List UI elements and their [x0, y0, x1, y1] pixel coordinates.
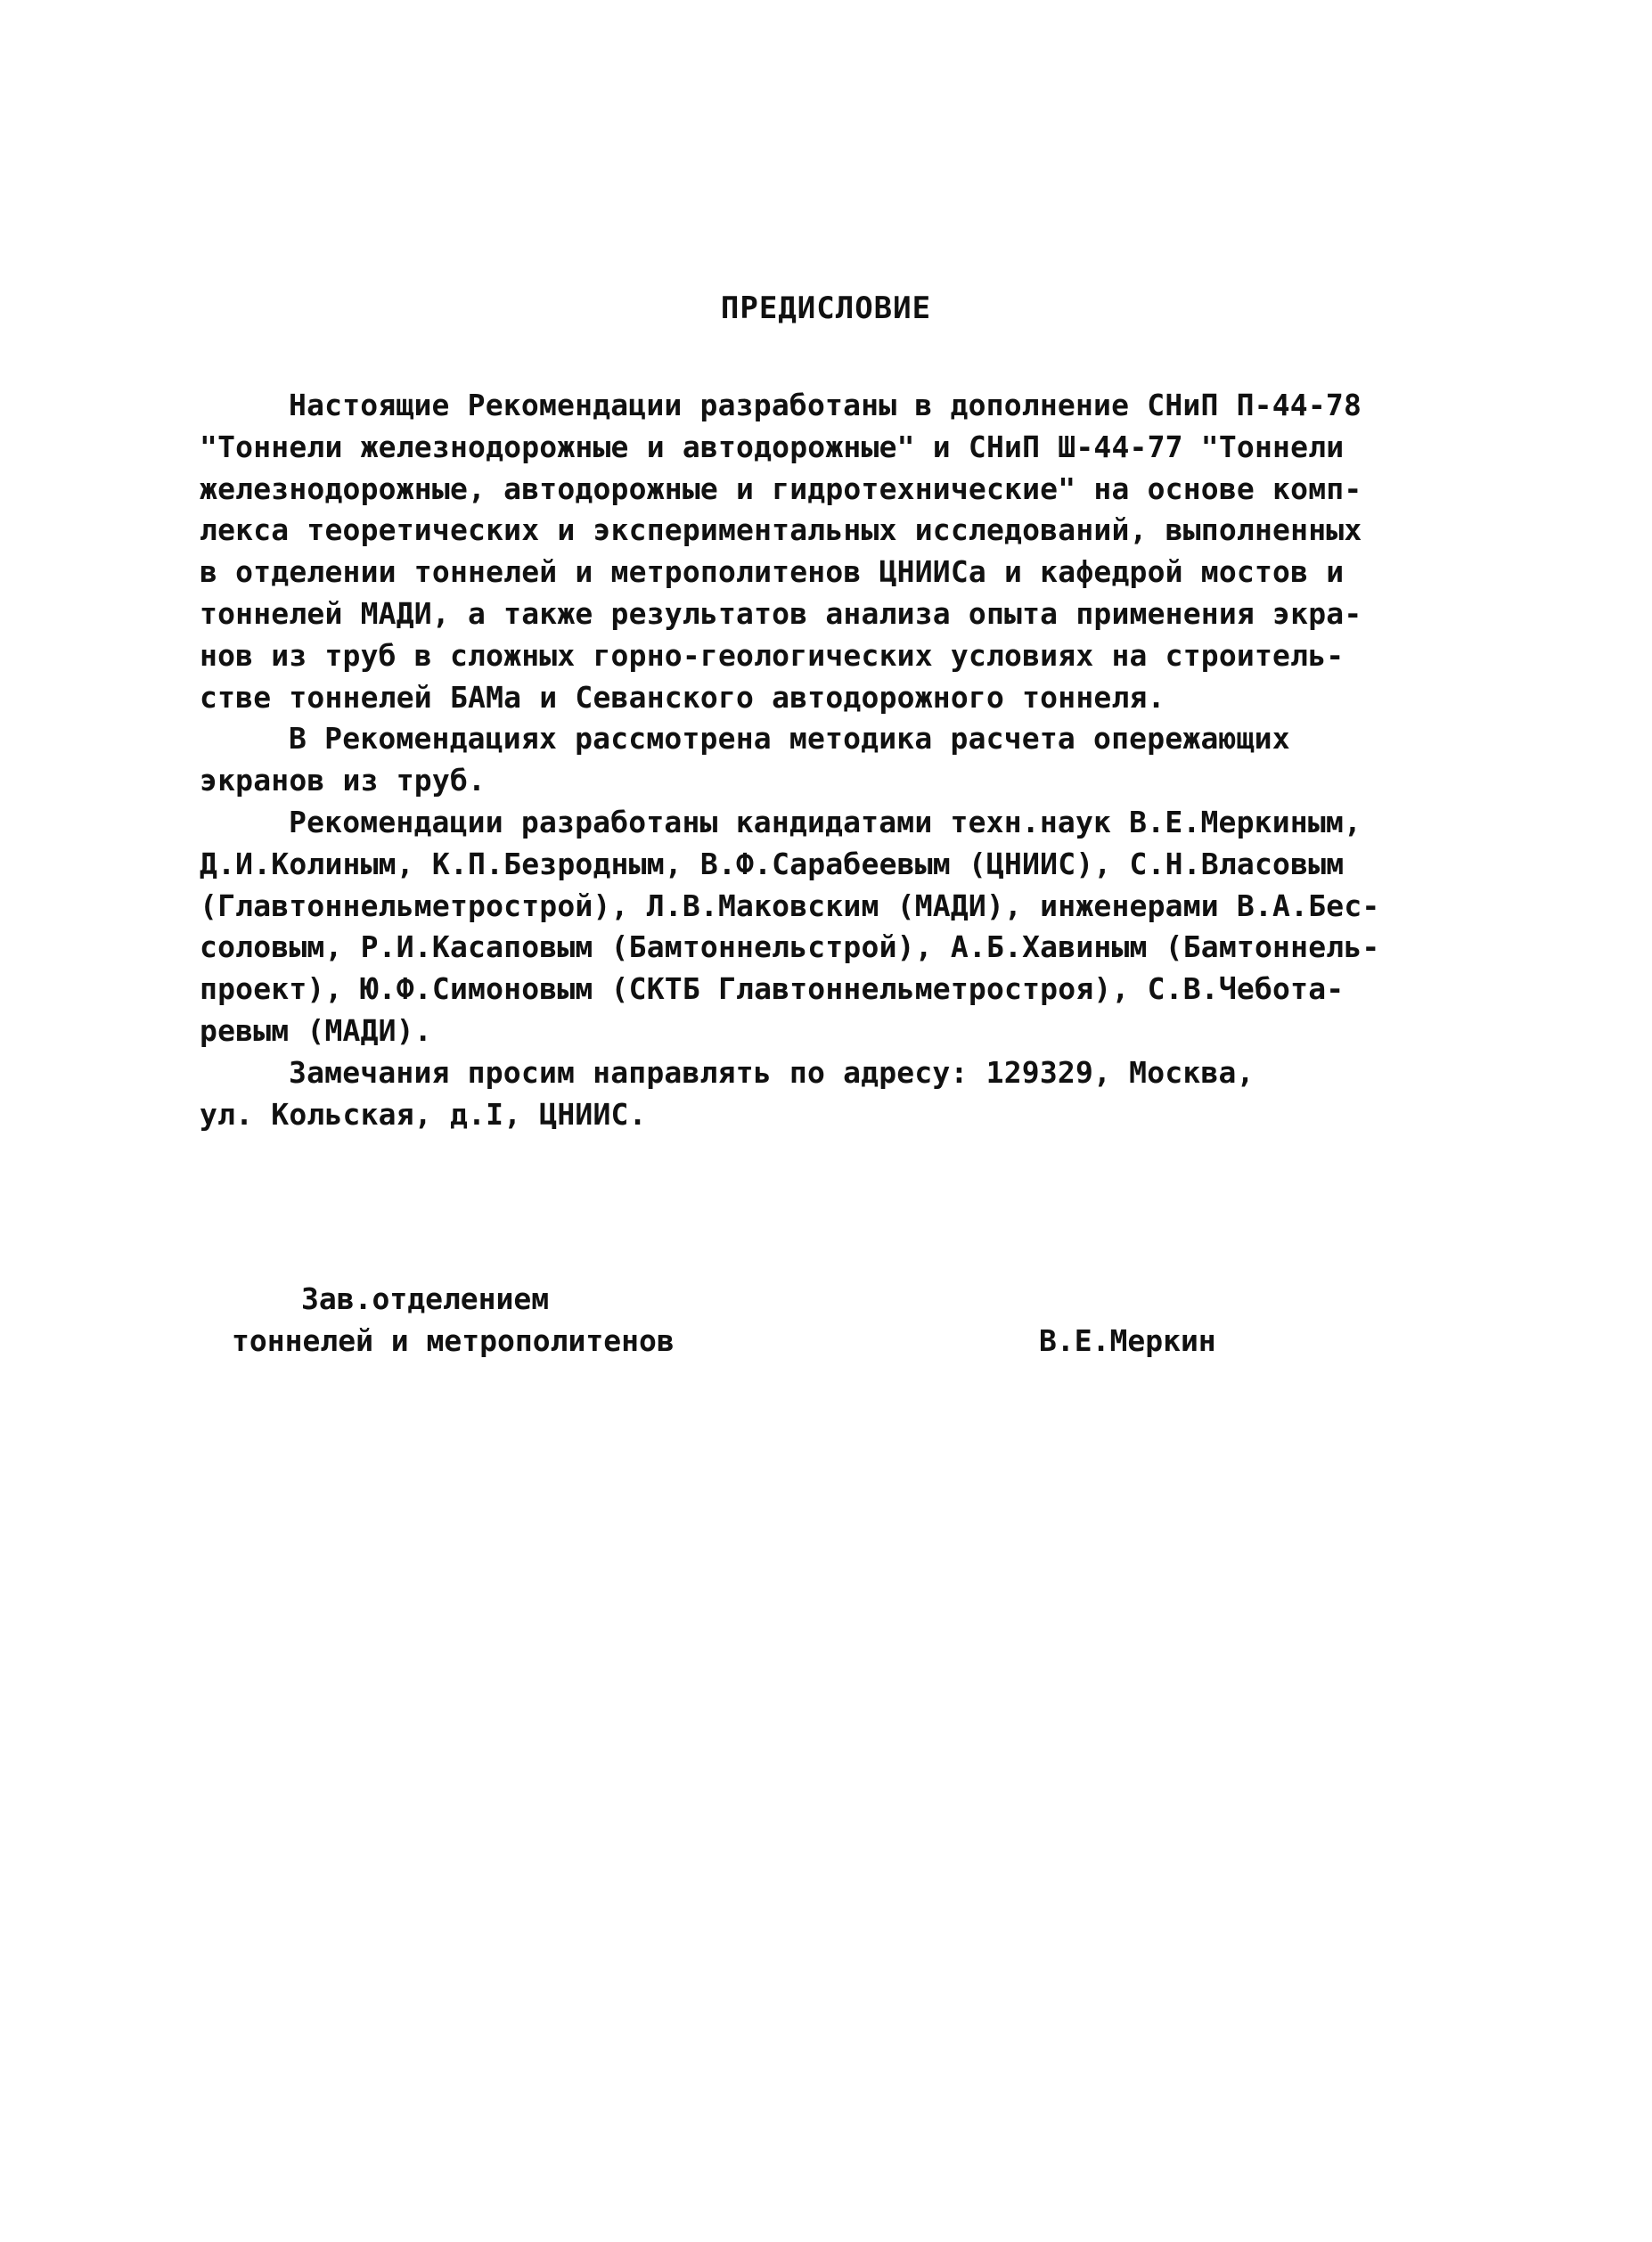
paragraph-line: экранов из труб. [200, 763, 487, 798]
paragraph-line: Замечания просим направлять по адресу: 129329, Москва, [289, 1054, 1255, 1090]
signature-position-line2: тоннелей и метрополитенов [232, 1323, 675, 1358]
signature-name: В.Е.Меркин [1039, 1323, 1216, 1358]
paragraph-line: проект), Ю.Ф.Симоновым (СКТБ Главтоннельметростроя), С.В.Чебота- [200, 971, 1345, 1007]
paragraph-line: соловым, Р.И.Касаповым (Бамтоннельстрой), А.Б.Хавиным (Бамтоннель- [200, 929, 1380, 965]
paragraph-line: (Главтоннельметрострой), Л.В.Маковским (МАДИ), инженерами В.А.Бес- [200, 888, 1380, 923]
paragraph-line: ревым (МАДИ). [200, 1012, 432, 1048]
paragraph-line: железнодорожные, автодорожные и гидротехнические" на основе комп- [200, 470, 1362, 506]
paragraph-line: нов из труб в сложных горно-геологических условиях на строитель- [200, 637, 1345, 673]
paragraph-line: "Тоннели железнодорожные и автодорожные" и СНиП Ш-44-77 "Тоннели [200, 429, 1345, 464]
paragraph-line: в отделении тоннелей и метрополитенов ЦНИИСа и кафедрой мостов и [200, 554, 1345, 590]
paragraph-line: стве тоннелей БАМа и Севанского автодорожного тоннеля. [200, 679, 1165, 715]
paragraph-line: В Рекомендациях рассмотрена методика расчета опережающих [289, 721, 1290, 757]
paragraph-line: Настоящие Рекомендации разработаны в дополнение СНиП П-44-78 [289, 388, 1362, 422]
paragraph-line: лекса теоретических и экспериментальных исследований, выполненных [200, 512, 1362, 548]
paragraph-line: тоннелей МАДИ, а также результатов анализа опыта применения экра- [200, 595, 1362, 631]
paragraph-line: Д.И.Колиным, К.П.Безродным, В.Ф.Сарабеевым (ЦНИИС), С.Н.Власовым [200, 846, 1345, 881]
signature-position-line1: Зав.отделением [301, 1281, 550, 1316]
paragraph-line: Рекомендации разработаны кандидатами техн.наук В.Е.Меркиным, [289, 804, 1362, 839]
paragraph-line: ул. Кольская, д.I, ЦНИИС. [200, 1096, 647, 1132]
preface-body [200, 385, 1447, 1135]
page-title: ПРЕДИСЛОВИЕ [720, 290, 932, 326]
